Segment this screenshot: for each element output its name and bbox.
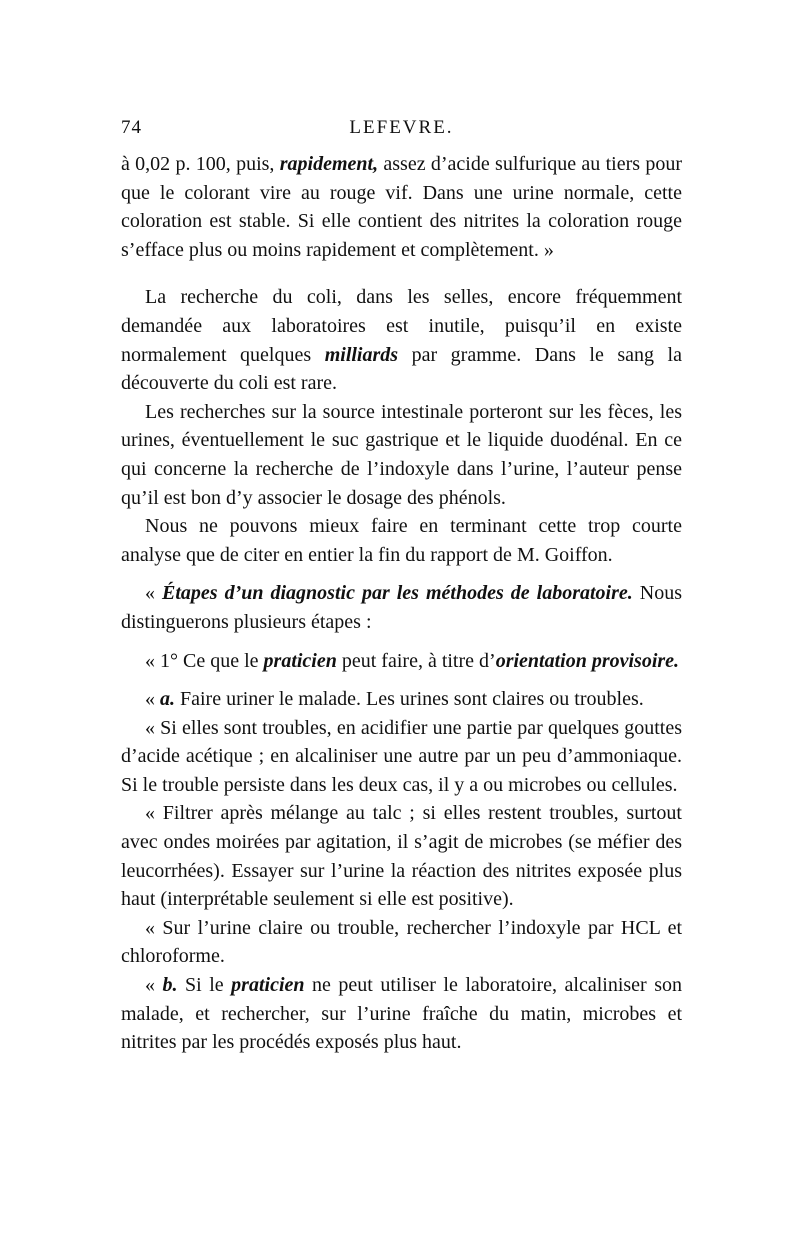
paragraph: Les recherches sur la source intestinale porteront sur les fèces, les urines, éventuellement le suc gastrique et le liquide duodénal. En ce qui concerne la recherche de l’indoxyle dans l’urine, l’auteur pense qu’il est bon d’y associer le dosage des phénols. — [121, 400, 682, 509]
text-body — [121, 150, 682, 1057]
quote-paragraph: « b. Si le praticien ne peut utiliser le laboratoire, alcaliniser son malade, et rechercher, sur l’urine fraîche du matin, microbes et nitrites par les procédés exposés plus haut. — [121, 974, 682, 1054]
quote-paragraph: « 1° Ce que le praticien peut faire, à titre d’orientation provisoire. — [145, 649, 680, 672]
running-title: LEFEVRE. — [349, 117, 454, 138]
paragraph: Nous ne pouvons mieux faire en terminant cette trop courte analyse que de citer en entier la fin du rapport de M. Goiffon. — [121, 515, 682, 566]
paragraph: à 0,02 p. 100, puis, rapidement, assez d’acide sulfurique au tiers pour que le colorant vire au rouge vif. Dans une urine normale, cette coloration est stable. Si elle contient des nitrites la coloration rouge s’efface plus ou moins rapidement et complètement. » — [121, 153, 683, 261]
quote-paragraph: « Si elles sont troubles, en acidifier une partie par quelques gouttes d’acide acétique ; en alcaliniser une autre par un peu d’ammoniaque. Si le trouble persiste dans les deux cas, il y a ou microbes ou cellules. — [121, 716, 682, 796]
quote-paragraph: « a. Faire uriner le malade. Les urines sont claires ou troubles. — [145, 688, 644, 711]
quote-paragraph: « Sur l’urine claire ou trouble, rechercher l’indoxyle par HCL et chloroforme. — [121, 916, 682, 968]
quote-paragraph: « Étapes d’un diagnostic par les méthodes de laboratoire. Nous distinguerons plusieurs étapes : — [121, 582, 683, 633]
page-header — [121, 117, 682, 143]
page-number: 74 — [121, 117, 142, 138]
paragraph: La recherche du coli, dans les selles, encore fréquemment demandée aux laboratoires est inutile, puisqu’il en existe normalement quelques milliards par gramme. Dans le sang la découverte du coli est rare. — [121, 286, 682, 395]
quote-paragraph: « Filtrer après mélange au talc ; si elles restent troubles, surtout avec ondes moirées par agitation, il s’agit de microbes (se méfier des leucorrhées). Essayer sur l’urine la réaction des nitrites exposée plus haut (interprétable seulement si elle est positive). — [121, 802, 682, 911]
